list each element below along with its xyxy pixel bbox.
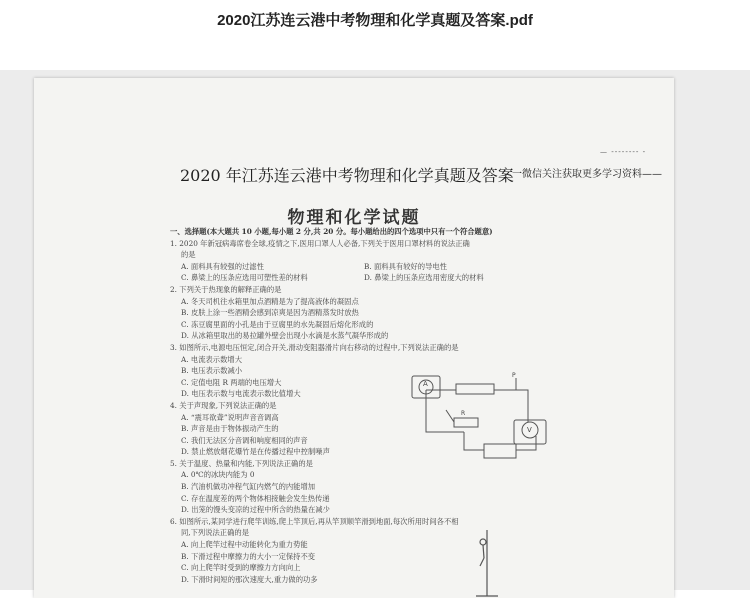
option-line: C. 向上爬竿时受到的摩擦力方向向上 — [181, 563, 301, 573]
option-line: D. 从冰箱里取出的易拉罐外壁会出现小水滴是水蒸气凝华形成的 — [181, 331, 389, 341]
option-line: D. 电压表示数与电流表示数比值增大 — [181, 389, 301, 399]
option-text: D. 鼻梁上的压条应选用密度大的材料 — [364, 273, 484, 283]
option-line: A. 电流表示数增大 — [181, 354, 242, 364]
option-line: 同,下列说法正确的是 — [181, 528, 249, 538]
resistor-label: R — [461, 410, 466, 417]
question-line: 3. 如图所示,电源电压恒定,闭合开关,滑动变阻器滑片向右移动的过程中,下列说法正确的是 — [170, 342, 459, 352]
question-line: 1. 2020 年新冠病毒席卷全球,疫情之下,医用口罩人人必备,下列关于医用口罩材料的说法正确 — [170, 238, 470, 248]
option-line: B. 声音是由于物体振动产生的 — [181, 424, 279, 434]
option-line: 的是 — [181, 250, 196, 260]
question-line: 4. 关于声现象,下列说法正确的是 — [170, 400, 277, 410]
question-line: 2. 下列关于热现象的解释正确的是 — [170, 284, 282, 294]
option-line: C. 存在温度差的两个物体相接触会发生热传递 — [181, 493, 330, 503]
option-line: B. 下滑过程中摩擦力的大小一定保持不变 — [181, 551, 316, 561]
option-line: C. 我们无法区分音调和响度相同的声音 — [181, 435, 308, 445]
file-header — [0, 0, 750, 70]
option-line: D. 出笼的馒头变凉的过程中所含的热量在减少 — [181, 505, 330, 515]
exam-title: 物理和化学试题 — [287, 208, 421, 228]
option-text: C. 鼻梁上的压条应选用可塑性差的材料 — [181, 273, 308, 283]
option-line: B. 皮肤上涂一些酒精会感到凉爽是因为酒精蒸发时放热 — [181, 308, 359, 318]
option-pair — [170, 272, 550, 284]
option-line: D. 禁止燃放烟花爆竹是在传播过程中控制噪声 — [181, 447, 330, 457]
section-heading: 一、选择题(本大题共 10 小题,每小题 2 分,共 20 分。每小题给出的四个选项中只有一个符合题意) — [170, 227, 493, 236]
voltmeter-label: V — [527, 426, 532, 434]
document-viewer[interactable] — [0, 70, 750, 590]
question-line: 6. 如图所示,某同学进行爬竿训练,爬上竿顶后,再从竿顶顺竿滑到地面,每次所用时间各不相 — [170, 516, 459, 526]
rheostat-label: P — [512, 372, 516, 379]
climbing-pole-figure — [474, 530, 500, 598]
ammeter-label: A — [423, 380, 428, 388]
circuit-diagram — [406, 370, 556, 470]
document-page — [34, 78, 674, 598]
corner-mark: — -------- - — [600, 148, 647, 156]
option-line: A. “震耳欲聋”说明声音音调高 — [181, 412, 279, 422]
option-line: A. 向上爬竿过程中动能转化为重力势能 — [181, 540, 308, 550]
option-line: C. 冻豆腐里面的小孔是由于豆腐里的水先凝固后熔化形成的 — [181, 319, 374, 329]
file-title: 2020江苏连云港中考物理和化学真题及答案.pdf — [217, 12, 533, 29]
option-line: D. 下滑时间短的那次速度大,重力做的功多 — [181, 574, 318, 584]
option-text: A. 面料具有较强的过滤性 — [181, 261, 264, 271]
question-line: 5. 关于温度、热量和内能,下列说法正确的是 — [170, 458, 313, 468]
option-line: C. 定值电阻 R 两端的电压增大 — [181, 377, 282, 387]
option-line: A. 冬天司机往水箱里加点酒精是为了提高液体的凝固点 — [181, 296, 359, 306]
document-heading: 2020 年江苏连云港中考物理和化学真题及答案 — [180, 166, 514, 185]
option-line: B. 电压表示数减小 — [181, 366, 243, 376]
option-pair — [170, 261, 550, 273]
option-line: B. 汽油机做功冲程气缸内燃气的内能增加 — [181, 482, 316, 492]
option-line: A. 0℃的冰块内能为 0 — [181, 470, 255, 480]
option-text: B. 面料具有较好的导电性 — [364, 261, 447, 271]
watermark-text: 一微信关注获取更多学习资料—— — [512, 169, 662, 180]
